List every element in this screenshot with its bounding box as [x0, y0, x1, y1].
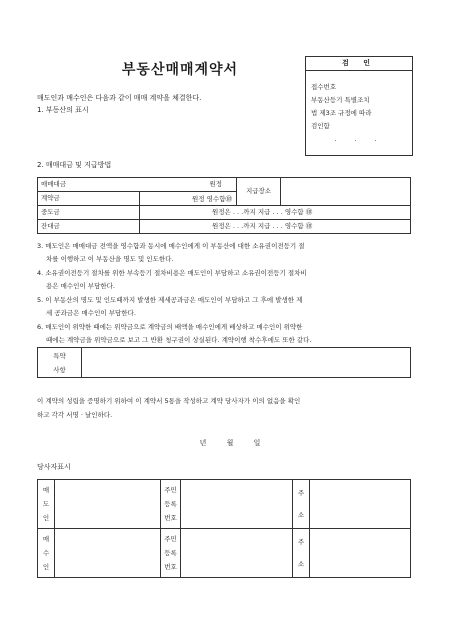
- inspection-stamp-box: [305, 56, 413, 156]
- special-terms-table: [37, 347, 411, 378]
- clause-5-line-2: 세 공과금은 매수인이 부담한다.: [46, 309, 136, 317]
- parties-heading: 당사자표시: [37, 463, 71, 471]
- closing-line-2: 하고 각각 서명 · 날인하다.: [37, 411, 113, 419]
- payment-table: [37, 177, 411, 234]
- deposit-cell: [140, 192, 237, 206]
- clause-4-line-1: 4. 소유권이전등기 절차를 위한 부속등기 절차비용은 매도인이 부담하고 소유권이전등기 절차비: [37, 269, 307, 277]
- deposit-receipt: 영수함㊞: [206, 195, 232, 203]
- middle-payment-terms: 원정은 . . .까지 지급 . . . 영수함 ㊞: [140, 206, 411, 220]
- deposit-label: 계약금: [38, 192, 140, 206]
- section-property-heading: 1. 부동산의 표시: [37, 106, 89, 114]
- middle-payment-label: 중도금: [38, 206, 140, 220]
- stamp-line: 법 제3조 규정에 따라: [311, 109, 372, 117]
- buyer-name-field[interactable]: [55, 529, 161, 578]
- clause-6-line-1: 6. 매도인이 위약한 때에는 위약금으로 계약금의 배액을 매수인에게 배상하고 매수인이 위약한: [37, 323, 303, 331]
- special-terms-field[interactable]: [82, 348, 411, 378]
- seller-address-field[interactable]: [310, 480, 411, 529]
- payment-place-value[interactable]: [281, 178, 411, 206]
- buyer-id-label: 주민 등록 번호: [161, 529, 181, 578]
- document-title: 부동산매매계약서: [121, 62, 239, 78]
- buyer-address-label: 주 소: [293, 529, 310, 578]
- seller-id-label: 주민 등록 번호: [161, 480, 181, 529]
- buyer-id-field[interactable]: [181, 529, 293, 578]
- stamp-header: 검 인: [306, 57, 412, 71]
- price-cell: [38, 178, 237, 192]
- seller-id-field[interactable]: [181, 480, 293, 529]
- deposit-won: 원정: [192, 195, 205, 203]
- seller-label: 매 도 인: [38, 480, 55, 529]
- price-label: 매매대금: [41, 180, 67, 189]
- stamp-date: . . .: [334, 135, 385, 143]
- seller-address-label: 주 소: [293, 480, 310, 529]
- clause-5-line-1: 5. 이 부동산의 명도 및 인도때까지 발생한 제세공과금은 매도인이 부담하고 그 후에 발생한 제: [37, 296, 303, 304]
- closing-line-1: 이 계약의 성립을 증명하기 위하여 이 계약서 5통을 작성하고 계약 당사자가 이의 없음을 확인: [37, 397, 301, 405]
- clause-3-line-1: 3. 매도인은 매매대금 전액을 영수함과 동시에 매수인에게 이 부동산에 대한 소유권이전등기 절: [37, 242, 305, 250]
- section-payment-heading: 2. 매매대금 및 지급방법: [37, 161, 112, 169]
- price-won: 원정: [209, 180, 222, 189]
- buyer-label: 매 수 인: [38, 529, 55, 578]
- buyer-address-field[interactable]: [310, 529, 411, 578]
- clause-3-line-2: 차를 이행하고 이 부동산을 명도 및 인도한다.: [46, 255, 174, 263]
- stamp-line: 부동산등기 특별조치: [311, 96, 370, 104]
- clause-6-line-2: 때에는 계약금을 위약금으로 보고 그 반환 청구권이 상실된다. 계약이행 착수후에도 또한 같다.: [46, 336, 312, 344]
- stamp-line: 접수번호: [311, 83, 337, 91]
- special-terms-label: 특약 사항: [38, 348, 82, 378]
- stamp-body: [306, 71, 412, 146]
- balance-terms: 원정은 . . .까지 지급 . . . 영수함 ㊞: [140, 220, 411, 234]
- parties-table: [37, 479, 411, 578]
- contract-date: 년 월 일: [199, 439, 261, 447]
- intro-text: 매도인과 매수인은 다음과 같이 매매 계약을 체결한다.: [37, 94, 202, 102]
- payment-place-label: 지급장소: [237, 178, 281, 206]
- clause-4-line-2: 용은 매수인이 부담한다.: [46, 282, 115, 290]
- stamp-line: 검인함: [311, 122, 330, 130]
- seller-name-field[interactable]: [55, 480, 161, 529]
- balance-label: 잔대금: [38, 220, 140, 234]
